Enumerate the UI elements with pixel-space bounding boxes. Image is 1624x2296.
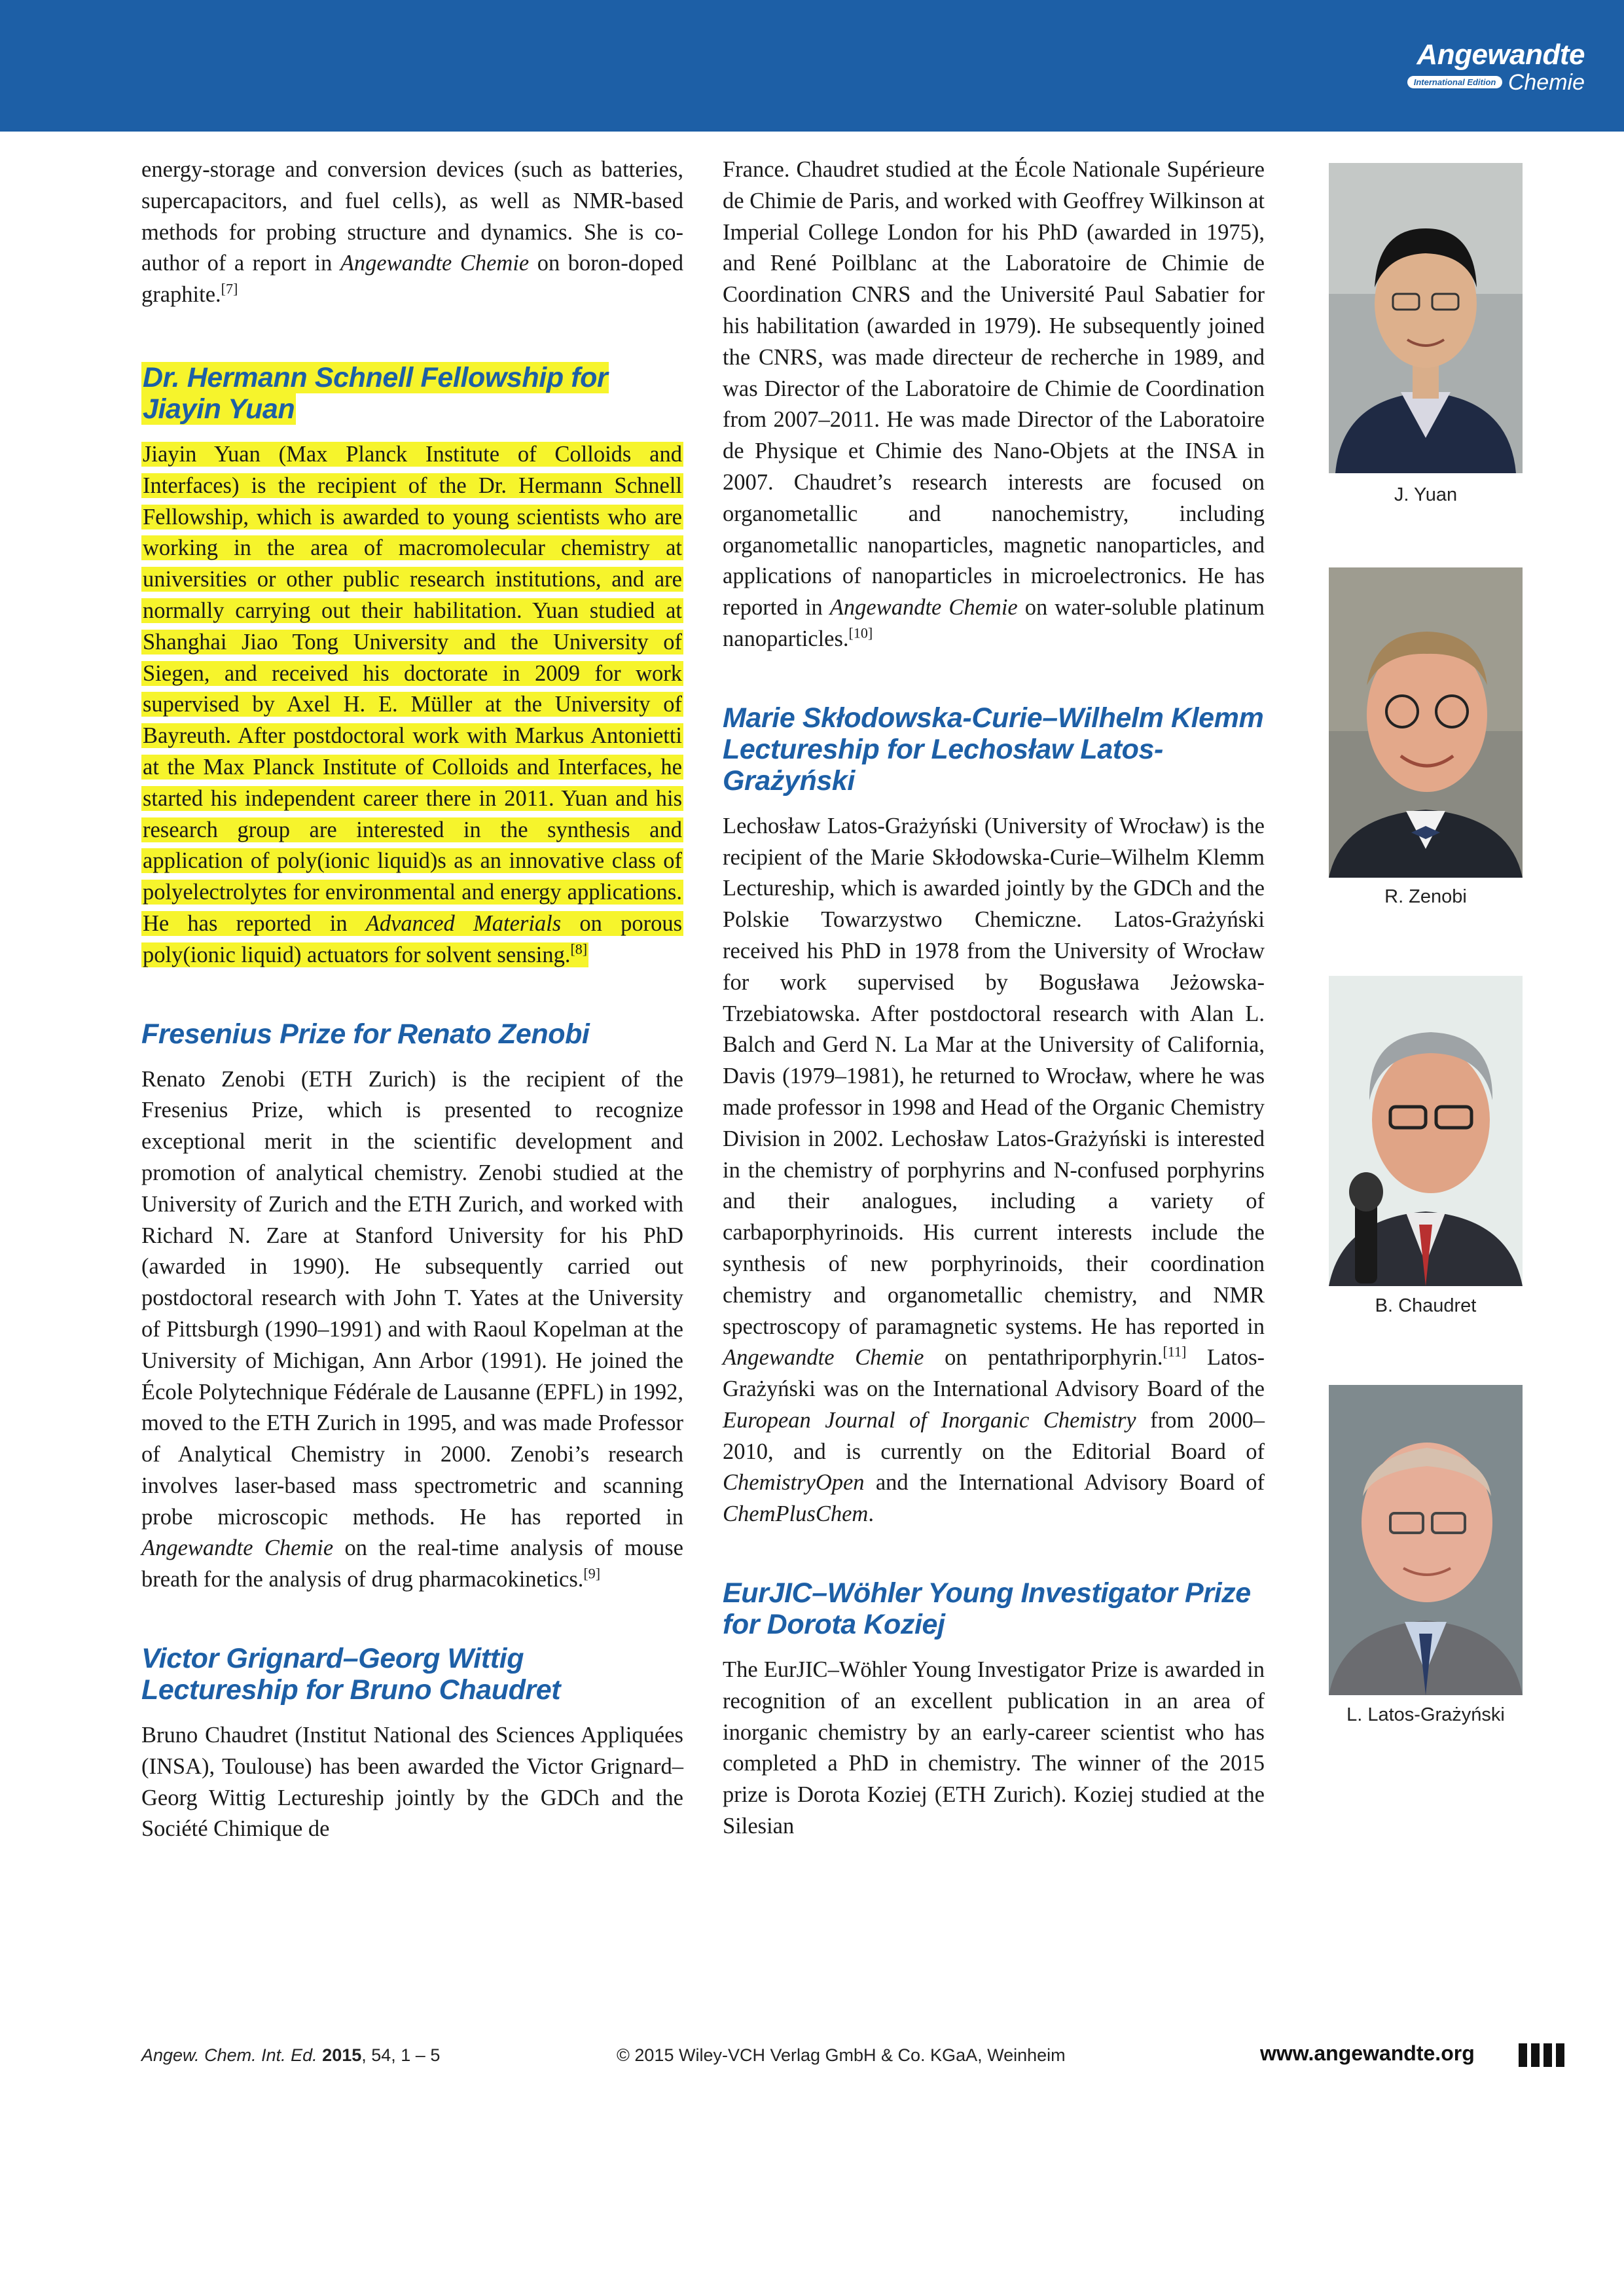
portrait-chaudret [1329, 976, 1523, 1286]
caption-yuan: J. Yuan [1394, 484, 1458, 505]
heading-schnell-fellowship: Dr. Hermann Schnell Fellowship for Jiayin Yuan [143, 361, 608, 425]
column-middle [723, 154, 1265, 1842]
footer-citation: Angew. Chem. Int. Ed. 2015, 54, 1 – 5 [141, 2045, 441, 2065]
journal-logo [1407, 39, 1585, 94]
heading-eurjic-wohler: EurJIC–Wöhler Young Investigator Prize for Dorota Koziej [723, 1577, 1251, 1641]
paragraph-chaudret-start: Bruno Chaudret (Institut National des Sciences Appliquées (INSA), Toulouse) has been awarded the Victor Grignard–Georg Wittig Lectureship jointly by the GDCh and the Société Chimique de [141, 1723, 683, 1842]
caption-chaudret: B. Chaudret [1375, 1295, 1477, 1316]
paragraph-chaudret-cont: France. Chaudret studied at the École Nationale Supérieure de Chimie de Paris, and worked with Geoffrey Wilkinson at Imperial College London for his PhD (awarded in 1975), and René Poilblanc at the Laboratoire de Chimie de Coordination CNRS and the Université Paul Sabatier for his habilitation (awarded in 1979). He subsequently joined the CNRS, was made directeur de recherche in 1989, and was Director of the Laboratoire de Chimie de Coordination from 2007–2011. He was made Director of the Laboratoire de Physique et Chimie des Nano-Objets at the INSA in 2007. Chaudret’s research interests are focused on organometallic and nanochemistry, including organometallic nanoparticles, magnetic nanoparticles, and applications of nanoparticles in microelectronics. He has reported in Angewandte Chemie on water-soluble platinum nanoparticles.[10] [723, 157, 1265, 651]
paragraph-yuan: Jiayin Yuan (Max Planck Institute of Colloids and Interfaces) is the recipient of the Dr. Hermann Schnell Fellowship, which is awarded to young scientists who are working in the area of macromolecular chemistry at universities or other public research institutions, and are normally carrying out their habilitation. Yuan studied at Shanghai Jiao Tong University and the University of Siegen, and received his doctorate in 2009 for work supervised by Axel H. E. Müller at the University of Bayreuth. After postdoctoral work with Markus Antonietti at the Max Planck Institute of Colloids and Interfaces, he started his independent career there in 2011. Yuan and his research group are interested in the synthesis and application of poly(ionic liquid)s as an innovative class of polyelectrolytes for environmental and energy applications. He has reported in Advanced Materials on porous poly(ionic liquid) actuators for solvent sensing.[8] [143, 441, 682, 967]
intro-paragraph: energy-storage and conversion devices (such as batteries, supercapacitors, and fuel cells), as well as NMR-based methods for probing structure and dynamics. She is co-author of a report in Angewandte Chemie on boron-doped graphite.[7] [141, 157, 684, 308]
footer-page-bars [1519, 2043, 1568, 2067]
paragraph-koziej: The EurJIC–Wöhler Young Investigator Prize is awarded in recognition of an excellent publication in an area of inorganic chemistry by an early-career scientist who has completed a PhD in chemistry. The winner of the 2015 prize is Dorota Koziej (ETH Zurich). Koziej studied at the Silesian [723, 1657, 1265, 1839]
footer-url-link[interactable]: www.angewandte.org [1260, 2041, 1475, 2065]
footer-copyright: © 2015 Wiley-VCH Verlag GmbH & Co. KGaA, Weinheim [617, 2045, 1066, 2065]
header-banner [0, 0, 1624, 132]
portrait-latos-grazynski [1329, 1385, 1523, 1695]
heading-sklodowska-klemm: Marie Skłodowska-Curie–Wilhelm Klemm Lectureship for Lechosław Latos-Grażyński [723, 702, 1264, 797]
portrait-zenobi [1329, 567, 1523, 878]
logo-edition: International Edition [1407, 76, 1503, 88]
paragraph-latos-grazynski: Lechosław Latos-Grażyński (University of Wrocław) is the recipient of the Marie Skłodowska-Curie–Wilhelm Klemm Lectureship, which is awarded jointly by the GDCh and the Polskie Towarzystwo Chemiczne. Latos-Grażyński received his PhD in 1978 from the University of Wrocław for work supervised by Bogusława Jeżowska-Trzebiatowska. After postdoctoral research with Alan L. Balch and Gerd N. La Mar at the University of California, Davis (1979–1981), he returned to Wrocław, where he was made professor in 1998 and Head of the Organic Chemistry Division in 2002. Lechosław Latos-Grażyński is interested in the chemistry of porphyrins and N-confused porphyrins and their analogues, including a variety of carbaporphyrinoids. His current interests include the synthesis of new porphyrinoids, their coordination chemistry and organometallic chemistry, and NMR spectroscopy of paramagnetic systems. He has reported in Angewandte Chemie on pentathriporphyrin.[11] Latos-Grażyński was on the International Advisory Board of the European Journal of Inorganic Chemistry from 2000–2010, and is currently on the Editorial Board of ChemistryOpen and the International Advisory Board of ChemPlusChem. [723, 813, 1265, 1527]
portrait-yuan [1329, 163, 1523, 473]
logo-chemie: Chemie [1507, 70, 1585, 95]
logo-angewandte: Angewandte [1416, 39, 1585, 71]
paragraph-zenobi: Renato Zenobi (ETH Zurich) is the recipient of the Fresenius Prize, which is presented to recognize exceptional merit in the scientific development and promotion of analytical chemistry. Zenobi studied at the University of Zurich and the ETH Zurich, and worked with Richard N. Zare at Stanford University for his PhD (awarded in 1990). He subsequently carried out postdoctoral research with John T. Yates at the University of Pittsburgh (1990–1991) and with Raoul Kopelman at the University of Michigan, Ann Arbor (1991). He joined the École Polytechnique Fédérale de Lausanne (EPFL) in 1992, moved to the ETH Zurich in 1995, and was made Professor of Analytical Chemistry in 2000. Zenobi’s research involves laser-based mass spectrometric and scanning probe microscopic methods. He has reported in Angewandte Chemie on the real-time analysis of mouse breath for the analysis of drug pharmacokinetics.[9] [141, 1066, 683, 1592]
heading-grignard-wittig: Victor Grignard–Georg Wittig Lectureship for Bruno Chaudret [141, 1643, 561, 1706]
caption-latos-grazynski: L. Latos-Grażyński [1346, 1704, 1505, 1725]
caption-zenobi: R. Zenobi [1384, 886, 1467, 907]
heading-fresenius-prize: Fresenius Prize for Renato Zenobi [141, 1018, 590, 1050]
column-left [141, 154, 683, 1845]
